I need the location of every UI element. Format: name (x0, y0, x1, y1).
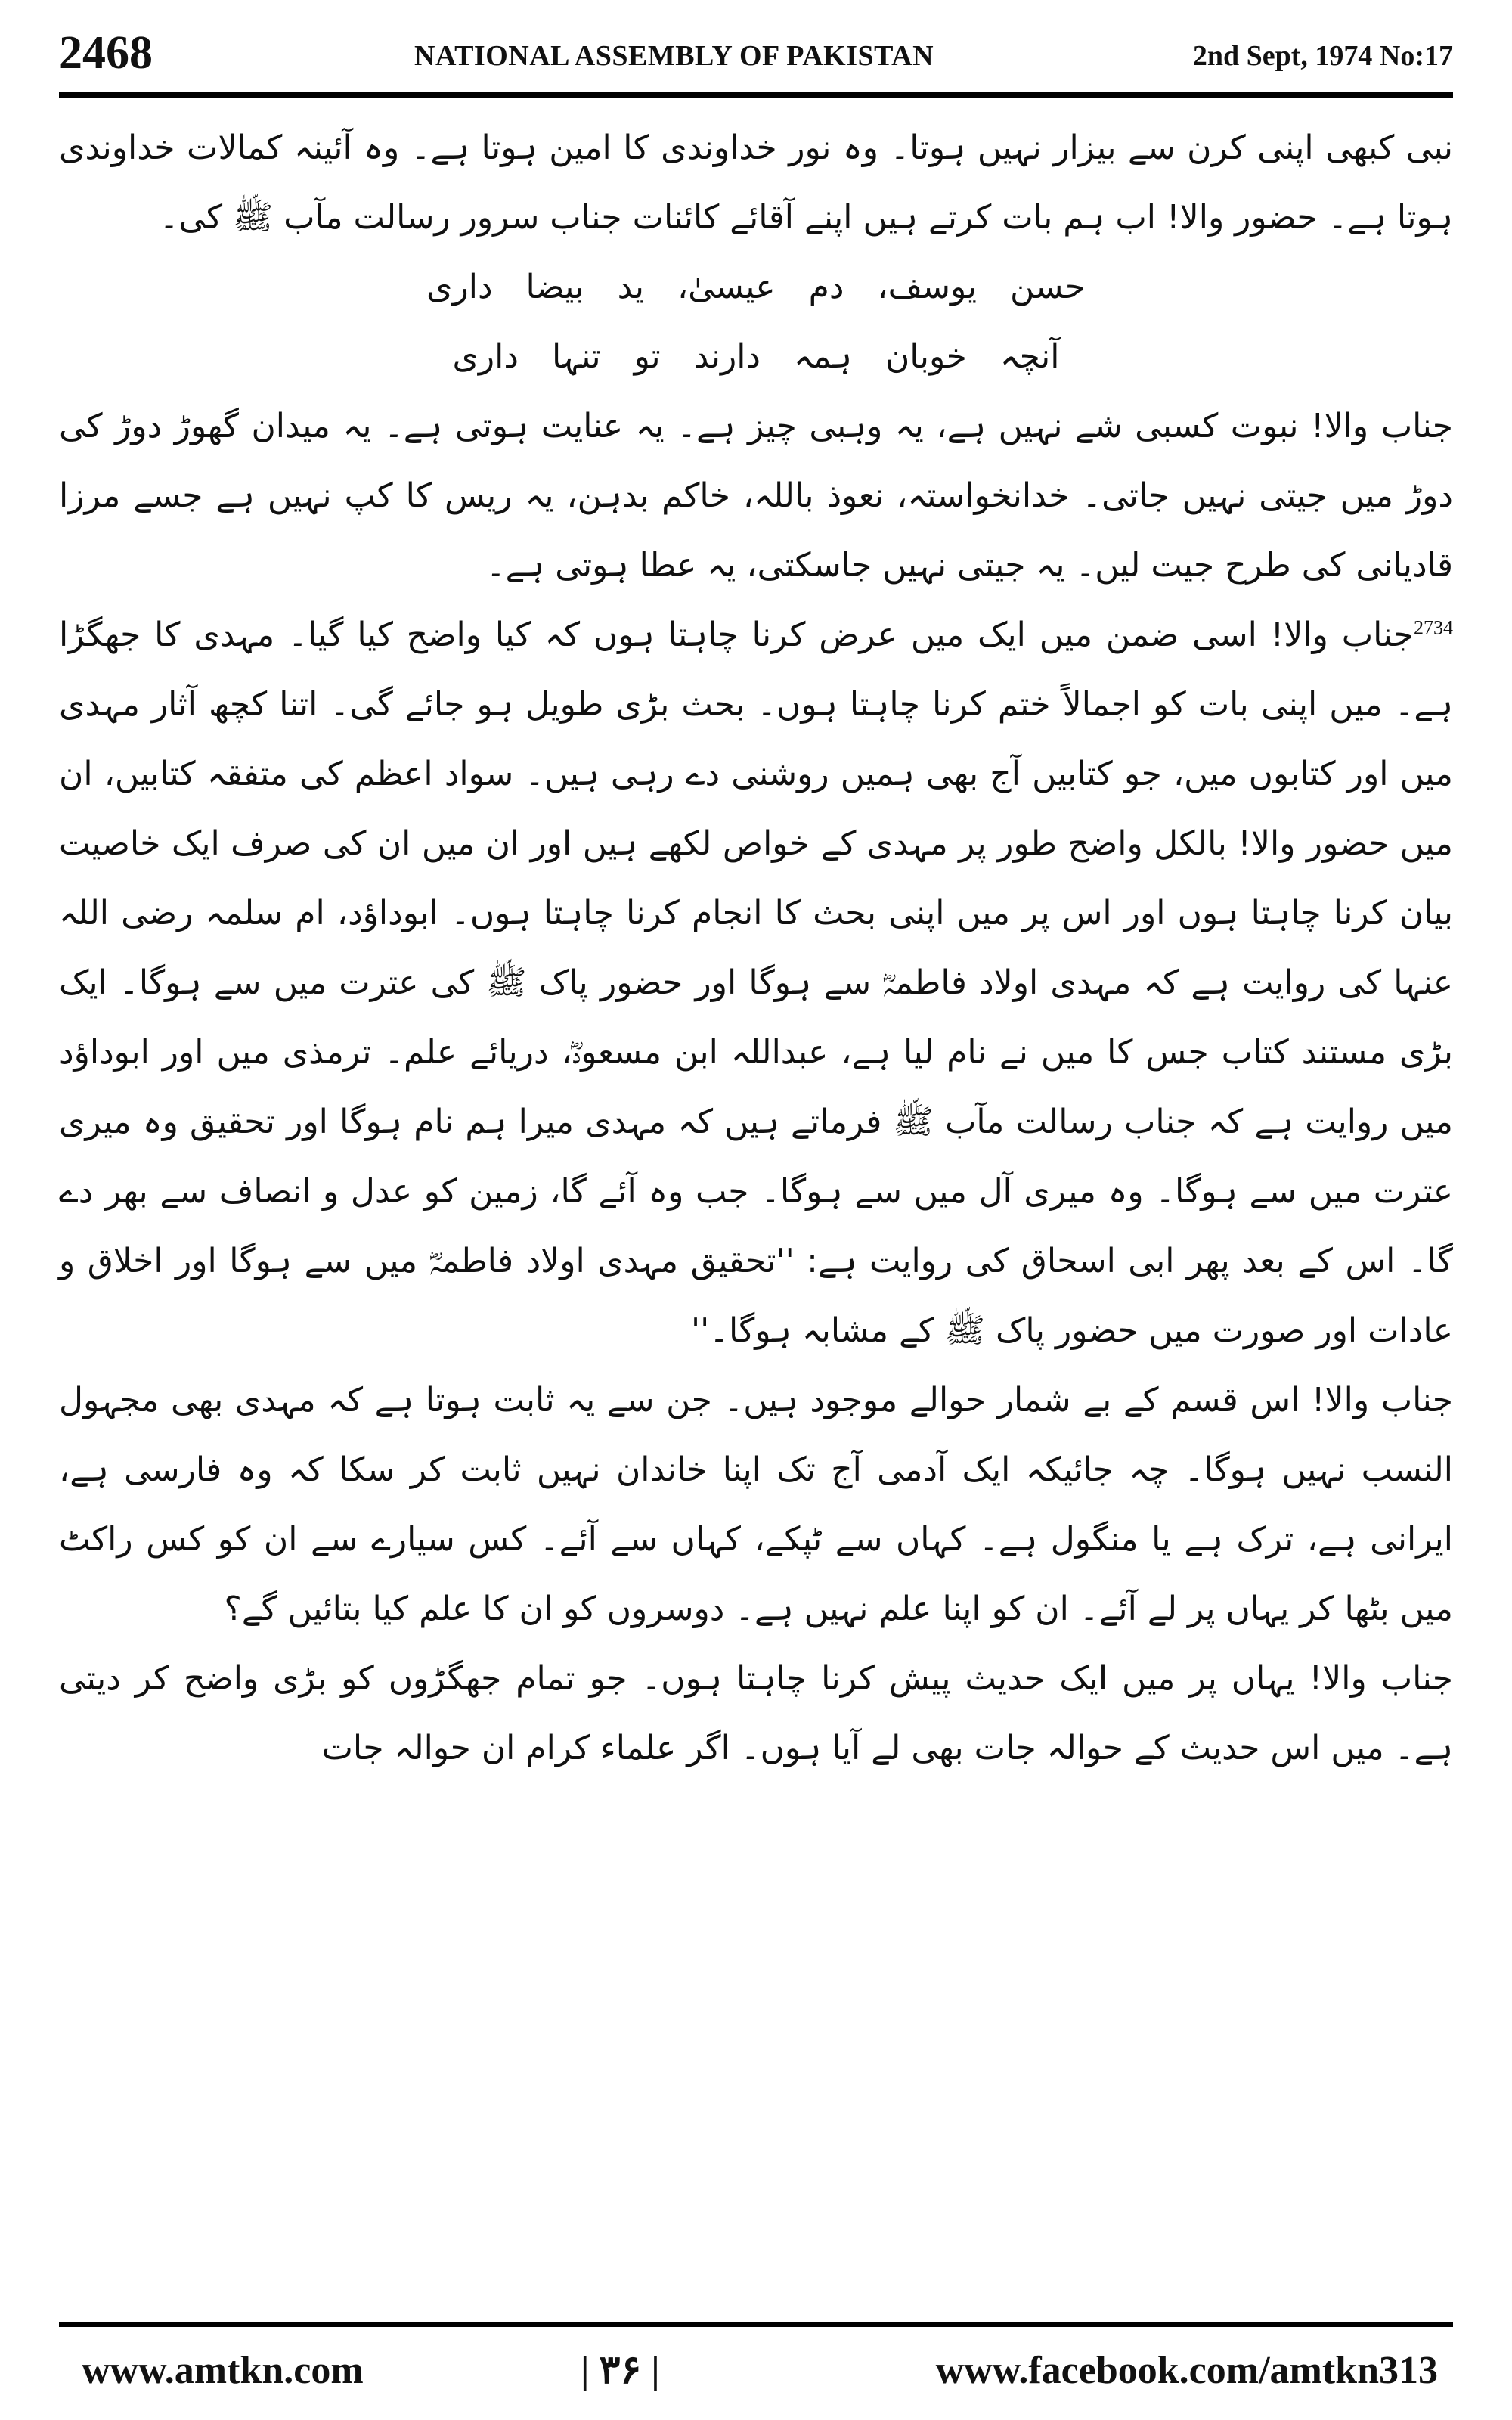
verse-line-2: آنچہ خوبان ہمہ دارند تو تنہا داری (452, 337, 1060, 376)
paragraph-5: جناب والا! یہاں پر میں ایک حدیث پیش کرنا چاہتا ہوں۔ جو تمام جھگڑوں کو بڑی واضح کر دیتی ہے۔ میں اس حدیث کے حوالہ جات بھی لے آیا ہوں۔ اگر علماء کرام ان حوالہ جات (59, 1659, 1453, 1767)
page-header (59, 23, 1453, 83)
paragraph-3-wrapper (59, 600, 1453, 1366)
header-rule (59, 92, 1453, 98)
verse-line-1: حسن یوسف، دم عیسیٰ، ید بیضا داری (426, 268, 1086, 306)
footer-page-number: | ۳۶ | (581, 2349, 660, 2392)
footer-rule (59, 2322, 1453, 2327)
facebook-link[interactable]: www.facebook.com/amtkn313 (935, 2349, 1438, 2392)
page-number: 2468 (59, 27, 153, 79)
paragraph-2: جناب والا! نبوت کسبی شے نہیں ہے، یہ وہبی چیز ہے۔ یہ عنایت ہوتی ہے۔ یہ میدان گھوڑ دوڑ کی دوڑ میں جیتی نہیں جاتی۔ خدانخواستہ، نعوذ باللہ، خاکم بدہن، یہ ریس کا کپ نہیں ہے جسے مرزا قادیانی کی طرح جیت لیں۔ یہ جیتی نہیں جاسکتی، یہ عطا ہوتی ہے۔ (59, 407, 1453, 585)
paragraph-3: جناب والا! اسی ضمن میں ایک میں عرض کرنا چاہتا ہوں کہ کیا واضح کیا گیا۔ مہدی کا جھگڑا ہے۔ میں اپنی بات کو اجمالاً ختم کرنا چاہتا ہوں۔ بحث بڑی طویل ہو جائے گی۔ اتنا کچھ آثار مہدی میں اور کتابوں میں، جو کتابیں آج بھی ہمیں روشنی دے رہی ہیں۔ سواد اعظم کی متفقہ کتابیں، ان میں حضور والا! بالکل واضح طور پر مہدی کے خواص لکھے ہیں اور ان میں ان کی صرف ایک خاصیت بیان کرنا چاہتا ہوں اور اس پر میں اپنی بحث کا انجام کرنا چاہتا ہوں۔ ابوداؤد، ام سلمہ رضی اللہ عنہا کی روایت ہے کہ مہدی اولاد فاطمہؓ سے ہوگا اور حضور پاک ﷺ کی عترت میں سے ہوگا۔ ایک بڑی مستند کتاب جس کا میں نے نام لیا ہے، عبداللہ ابن مسعودؓ، دریائے علم۔ ترمذی میں اور ابوداؤد میں روایت ہے کہ جناب رسالت مآب ﷺ فرماتے ہیں کہ مہدی میرا ہم نام ہوگا اور تحقیق وہ میری عترت میں سے ہوگا۔ وہ میری آل میں سے ہوگا۔ جب وہ آئے گا، زمین کو عدل و انصاف سے بھر دے گا۔ اس کے بعد پھر ابی اسحاق کی روایت ہے: ''تحقیق مہدی اولاد فاطمہؓ میں سے ہوگا اور اخلاق و عادات اور صورت میں حضور پاک ﷺ کے مشابہ ہوگا۔'' (59, 616, 1453, 1350)
publication-title: NATIONAL ASSEMBLY OF PAKISTAN (414, 40, 934, 72)
paragraph-1: نبی کبھی اپنی کرن سے بیزار نہیں ہوتا۔ وہ نور خداوندی کا امین ہوتا ہے۔ وہ آئینہ کمالات خداوندی ہوتا ہے۔ حضور والا! اب ہم بات کرتے ہیں اپنے آقائے کائنات جناب سرور رسالت مآب ﷺ کی۔ (59, 129, 1453, 237)
website-link[interactable]: www.amtkn.com (82, 2349, 364, 2392)
paragraph-4: جناب والا! اس قسم کے بے شمار حوالے موجود ہیں۔ جن سے یہ ثابت ہوتا ہے کہ مہدی بھی مجہول النسب نہیں ہوگا۔ چہ جائیکہ ایک آدمی آج تک اپنا خاندان نہیں ثابت کر سکا کہ وہ فارسی ہے، ایرانی ہے، ترک ہے یا منگول ہے۔ کہاں سے ٹپکے، کہاں سے آئے۔ کس سیارے سے ان کو کس راکٹ میں بٹھا کر یہاں پر لے آئے۔ ان کو اپنا علم نہیں ہے۔ دوسروں کو ان کا علم کیا بتائیں گے؟ (59, 1381, 1453, 1628)
page-footer (59, 2337, 1453, 2405)
reference-number: 2734 (1414, 616, 1453, 639)
session-date: 2nd Sept, 1974 No:17 (1192, 40, 1453, 72)
page-body (59, 113, 1453, 1783)
